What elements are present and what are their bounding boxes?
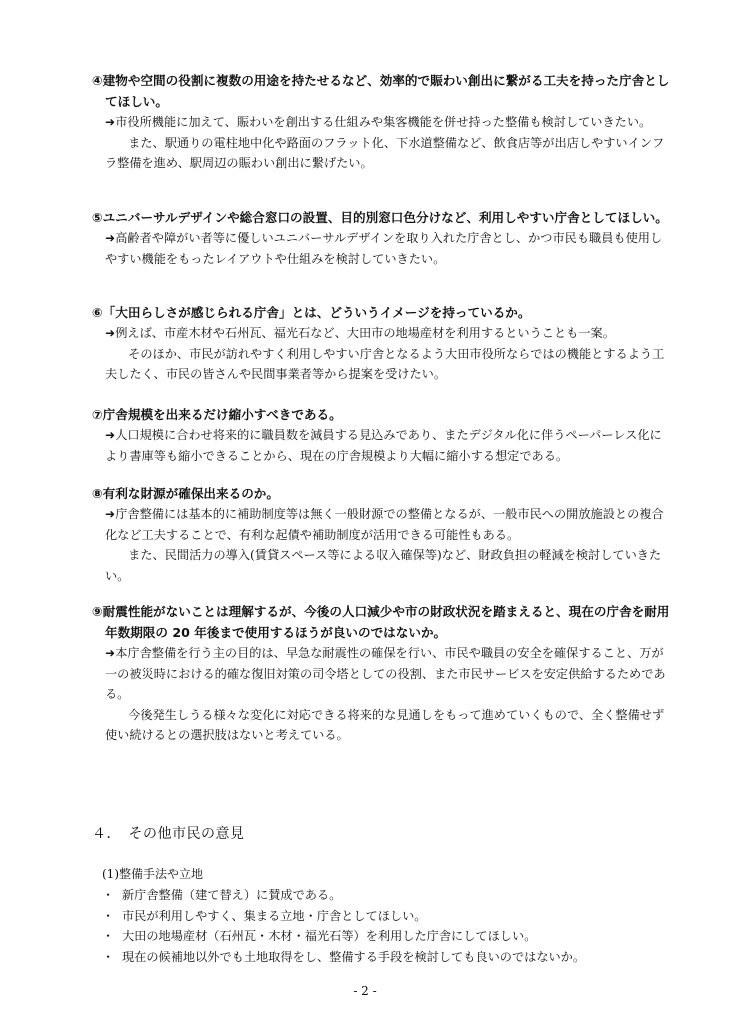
answer-text: ➜例えば、市産木材や石州瓦、福光石など、大田市の地場産材を利用するということも一案。 [105,326,615,340]
list-item [102,926,585,947]
question-text: ⑦庁舎規模を出来るだけ縮小すべきである。 [92,407,342,422]
qa-item-9 [92,601,672,746]
answer-text: そのほか、市民が訪れやすく利用しやすい庁舎となるよう大田市役所ならではの機能とするよう工夫したく、市民の皆さんや民間事業者等から提案を受けたい。 [105,346,665,381]
question-text: ⑨耐震性能がないことは理解するが、今後の人口減少や市の財政状況を踏まえると、現在の庁舎を耐用年数期限の 20 年後まで使用するほうが良いのではないか。 [92,604,670,640]
answer-text: ➜庁舎整備には基本的に補助制度等は無く一般財源での整備となるが、一般市民への開放施設との複合化など工夫することで、有利な起債や補助制度が活用できる可能性もある。 [105,507,664,542]
subsection-heading: (1)整備手法や立地 [102,867,203,881]
qa-item-4 [92,70,672,174]
list-item-text: 現在の候補地以外でも土地取得をし、整備する手段を検討しても良いのではないか。 [122,949,586,964]
opinion-list [102,885,585,967]
section-title: ４． その他市民の意見 [92,826,245,842]
qa-item-6 [92,302,672,385]
list-item [102,906,585,927]
qa-item-8 [92,483,672,586]
list-item-text: 大田の地場産材（石州瓦・木材・福光石等）を利用した庁舎にしてほしい。 [122,929,537,944]
answer-text: また、駅通りの電柱地中化や路面のフラット化、下水道整備など、飲食店等が出店しやすいインフラ整備を進め、駅周辺の賑わい創出に繋げたい。 [105,135,665,170]
answer-text: ➜本庁舎整備を行う主の目的は、早急な耐震性の確保を行い、市民や職員の安全を確保すること、万が一の被災時における的確な復旧対策の司令塔としての役割、また市民サービスを安定供給するためである。 [105,646,666,701]
question-text: ⑧有利な財源が確保出来るのか。 [92,486,279,501]
answer-text: ➜高齢者や障がい者等に優しいユニバーサルデザインを取り入れた庁舎とし、かつ市民も職員も使用しやすい機能をもったレイアウトや仕組みを検討していきたい。 [105,231,663,266]
answer-text: 今後発生しうる様々な変化に対応できる将来的な見通しをもって進めていくもので、全く整備せず使い続けるとの選択肢はないと考えている。 [105,707,665,742]
qa-item-7 [92,404,672,466]
bullet-mark: ・ [102,929,115,944]
question-text: ⑤ユニバーサルデザインや総合窓口の設置、目的別窓口色分けなど、利用しやすい庁舎としてほしい。 [92,210,668,225]
answer-text: ➜市役所機能に加えて、賑わいを創出する仕組みや集客機能を併せ持った整備も検討していきたい。 [105,115,652,129]
bullet-mark: ・ [102,949,115,964]
bullet-mark: ・ [102,888,115,902]
answer-text: また、民間活力の導入(賃貸スペース等による収入確保等)など、財政負担の軽減を検討していきたい。 [105,548,662,583]
list-item [102,947,585,968]
list-item-text: 市民が利用しやすく、集まる立地・庁舎としてほしい。 [122,908,427,923]
question-text: ④建物や空間の役割に複数の用途を持たせるなど、効率的で賑わい創出に繋がる工夫を持った庁舎としてほしい。 [92,73,670,109]
question-text: ⑥「大田らしさが感じられる庁舎」とは、どういうイメージを持っているか。 [92,305,531,320]
qa-item-5 [92,207,672,269]
answer-text: ➜人口規模に合わせ将来的に職員数を減員する見込みであり、またデジタル化に伴うペーパーレス化により書庫等も縮小できることから、現在の庁舎規模より大幅に縮小する想定である。 [105,428,662,463]
bullet-mark: ・ [102,908,115,923]
list-item-text: 新庁舎整備（建て替え）に賛成である。 [122,888,342,902]
page-number: - 2 - [353,984,377,998]
list-item [102,885,585,906]
